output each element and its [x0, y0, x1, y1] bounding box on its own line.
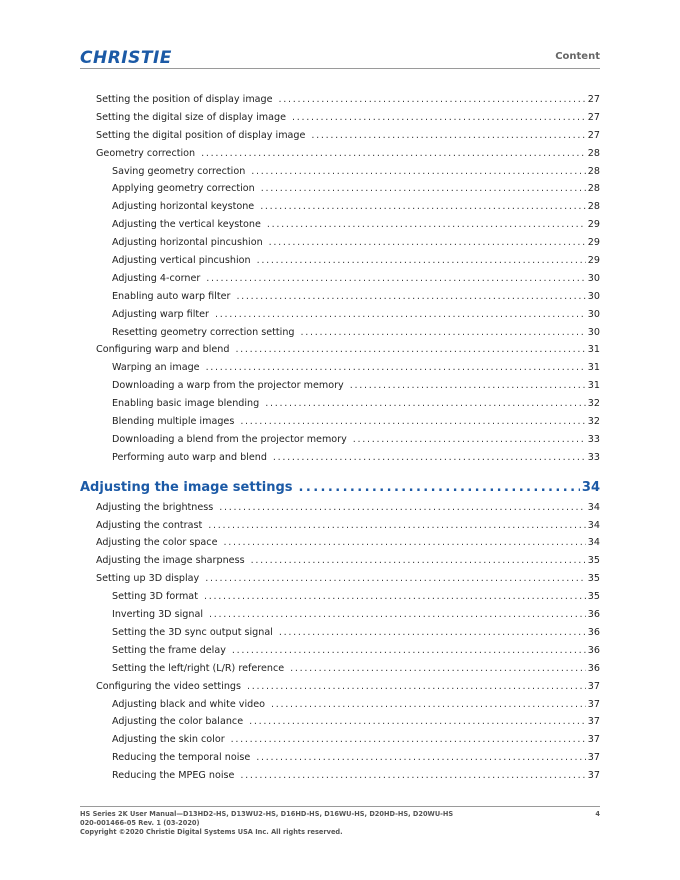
toc-entry-title: Adjusting the contrast: [96, 519, 203, 531]
toc-entry-title: Setting 3D format: [112, 591, 198, 603]
toc-entry-page: 36: [587, 662, 600, 674]
toc-entry-page: 35: [587, 555, 600, 567]
toc-entry[interactable]: [80, 734, 600, 752]
toc-leader-dots: [240, 770, 585, 781]
toc-entry-page: 28: [587, 147, 600, 159]
toc-entry[interactable]: [80, 344, 600, 362]
toc-entry-page: 29: [587, 219, 600, 231]
toc-entry[interactable]: [80, 94, 600, 112]
toc-leader-dots: [231, 734, 586, 745]
toc-entry-page: 31: [587, 344, 600, 356]
toc-entry-page: 37: [587, 752, 600, 764]
toc-entry[interactable]: [80, 502, 600, 520]
toc-entry-title: Setting up 3D display: [96, 573, 200, 585]
toc-entry[interactable]: [80, 520, 600, 538]
toc-entry-title: Adjusting 4-corner: [112, 272, 201, 284]
table-of-contents: [80, 94, 600, 788]
toc-entry-title: Setting the digital position of display image: [96, 129, 306, 141]
toc-leader-dots: [350, 380, 586, 391]
toc-leader-dots: [279, 94, 586, 105]
toc-entry[interactable]: [80, 183, 600, 201]
toc-entry-title: Reducing the temporal noise: [112, 752, 251, 764]
toc-leader-dots: [267, 219, 586, 230]
toc-entry-title: Downloading a warp from the projector memory: [112, 380, 344, 392]
page-footer: [80, 810, 600, 837]
toc-entry-title: Setting the position of display image: [96, 94, 273, 105]
toc-entry[interactable]: [80, 699, 600, 717]
toc-leader-dots: [204, 591, 586, 602]
toc-entry[interactable]: [80, 681, 600, 699]
toc-leader-dots: [260, 201, 586, 212]
toc-entry-page: 36: [587, 626, 600, 638]
toc-entry-page: 27: [587, 129, 600, 141]
toc-entry-page: 28: [587, 165, 600, 177]
toc-entry-title: Blending multiple images: [112, 416, 235, 428]
toc-entry-title: Warping an image: [112, 362, 200, 374]
toc-entry-page: 37: [587, 770, 600, 782]
toc-entry[interactable]: [80, 537, 600, 555]
toc-entry-page: 37: [587, 716, 600, 728]
toc-leader-dots: [251, 166, 585, 177]
footer-copyright: Copyright ©2020 Christie Digital Systems USA Inc. All rights reserved.: [80, 828, 343, 836]
toc-entry-title: Adjusting the image settings: [80, 480, 293, 496]
toc-entry-title: Configuring the video settings: [96, 680, 241, 692]
toc-leader-dots: [261, 183, 586, 194]
toc-entry-title: Setting the digital size of display image: [96, 111, 287, 123]
toc-entry-title: Geometry correction: [96, 147, 196, 159]
toc-entry[interactable]: [80, 398, 600, 416]
toc-leader-dots: [206, 362, 586, 373]
toc-entry-page: 28: [587, 183, 600, 195]
toc-entry-title: Adjusting the image sharpness: [96, 555, 245, 567]
toc-entry-page: 27: [587, 111, 600, 123]
toc-leader-dots: [249, 716, 586, 727]
toc-entry-page: 29: [587, 255, 600, 267]
toc-section-entry[interactable]: [80, 474, 600, 502]
toc-entry[interactable]: [80, 380, 600, 398]
toc-entry-page: 35: [587, 573, 600, 585]
toc-entry-page: 37: [587, 734, 600, 746]
toc-leader-dots: [224, 537, 586, 548]
toc-entry[interactable]: [80, 627, 600, 645]
toc-entry-page: 33: [587, 433, 600, 445]
toc-leader-dots: [257, 255, 586, 266]
toc-entry[interactable]: [80, 327, 600, 345]
toc-entry-title: Enabling auto warp filter: [112, 290, 231, 302]
toc-entry-title: Applying geometry correction: [112, 183, 255, 195]
toc-entry-page: 37: [587, 698, 600, 710]
toc-entry-title: Enabling basic image blending: [112, 398, 260, 410]
toc-leader-dots: [290, 663, 586, 674]
toc-entry-page: 31: [587, 380, 600, 392]
toc-leader-dots: [240, 416, 585, 427]
toc-leader-dots: [292, 112, 586, 123]
toc-entry[interactable]: [80, 663, 600, 681]
toc-entry[interactable]: [80, 716, 600, 734]
toc-leader-dots: [311, 130, 585, 141]
toc-entry[interactable]: [80, 752, 600, 770]
toc-entry-title: Adjusting the vertical keystone: [112, 219, 261, 231]
toc-entry[interactable]: [80, 609, 600, 627]
toc-entry[interactable]: [80, 362, 600, 380]
toc-entry-title: Adjusting black and white video: [112, 698, 265, 710]
toc-entry-title: Setting the frame delay: [112, 644, 226, 656]
toc-leader-dots: [208, 520, 586, 531]
toc-entry[interactable]: [80, 555, 600, 573]
toc-entry-title: Adjusting the color balance: [112, 716, 244, 728]
toc-leader-dots: [273, 452, 586, 463]
toc-entry[interactable]: [80, 255, 600, 273]
toc-leader-dots: [271, 699, 586, 710]
toc-entry[interactable]: [80, 770, 600, 788]
toc-entry[interactable]: [80, 219, 600, 237]
toc-entry-title: Saving geometry correction: [112, 165, 246, 177]
toc-entry[interactable]: [80, 201, 600, 219]
toc-leader-dots: [206, 273, 585, 284]
toc-leader-dots: [251, 555, 586, 566]
toc-leader-dots: [299, 480, 580, 495]
toc-entry-page: 34: [587, 501, 600, 513]
toc-leader-dots: [209, 609, 586, 620]
toc-entry-title: Downloading a blend from the projector memory: [112, 433, 347, 445]
toc-entry-page: 33: [587, 451, 600, 463]
toc-entry-title: Adjusting the brightness: [96, 501, 214, 513]
toc-entry-page: 36: [587, 644, 600, 656]
toc-leader-dots: [353, 434, 586, 445]
footer-manual-title: HS Series 2K User Manual—D13HD2-HS, D13WU2-HS, D16HD-HS, D16WU-HS, D20HD-HS, D20WU-HS: [80, 810, 454, 818]
page-header: [80, 46, 600, 68]
toc-leader-dots: [235, 344, 585, 355]
toc-entry-page: 34: [587, 519, 600, 531]
toc-entry-page: 36: [587, 609, 600, 621]
toc-entry-title: Adjusting warp filter: [112, 308, 210, 320]
toc-leader-dots: [205, 573, 586, 584]
toc-entry-page: 30: [587, 272, 600, 284]
toc-leader-dots: [279, 627, 586, 638]
footer-revision: 020-001466-05 Rev. 1 (03-2020): [80, 819, 200, 827]
toc-entry-page: 30: [587, 308, 600, 320]
toc-entry[interactable]: [80, 130, 600, 148]
toc-entry-page: 32: [587, 416, 600, 428]
toc-entry-page: 28: [587, 201, 600, 213]
toc-entry-title: Adjusting horizontal keystone: [112, 201, 255, 213]
toc-leader-dots: [265, 398, 586, 409]
toc-entry[interactable]: [80, 148, 600, 166]
toc-entry-page: 27: [587, 94, 600, 105]
header-title: Content: [555, 51, 600, 62]
toc-entry-page: 29: [587, 237, 600, 249]
toc-entry[interactable]: [80, 416, 600, 434]
toc-leader-dots: [215, 309, 586, 320]
toc-entry[interactable]: [80, 573, 600, 591]
toc-entry-title: Adjusting the color space: [96, 537, 218, 549]
toc-entry[interactable]: [80, 645, 600, 663]
toc-entry-title: Configuring warp and blend: [96, 344, 230, 356]
toc-leader-dots: [219, 502, 586, 513]
header-divider: [80, 68, 600, 69]
toc-leader-dots: [256, 752, 585, 763]
toc-entry-title: Performing auto warp and blend: [112, 451, 267, 463]
christie-logo: CHRISTIE: [80, 48, 172, 68]
toc-entry-page: 37: [587, 680, 600, 692]
toc-entry-page: 31: [587, 362, 600, 374]
toc-leader-dots: [232, 645, 586, 656]
toc-entry-title: Setting the left/right (L/R) reference: [112, 662, 285, 674]
toc-entry-page: 35: [587, 591, 600, 603]
toc-entry-page: 34: [581, 480, 600, 496]
toc-leader-dots: [247, 681, 586, 692]
toc-entry-title: Setting the 3D sync output signal: [112, 626, 273, 638]
toc-entry-title: Adjusting vertical pincushion: [112, 255, 251, 267]
toc-entry[interactable]: [80, 452, 600, 470]
toc-entry-title: Adjusting horizontal pincushion: [112, 237, 263, 249]
toc-entry[interactable]: [80, 591, 600, 609]
toc-entry-title: Resetting geometry correction setting: [112, 326, 295, 338]
toc-entry[interactable]: [80, 273, 600, 291]
toc-entry[interactable]: [80, 112, 600, 130]
toc-leader-dots: [201, 148, 586, 159]
toc-leader-dots: [236, 291, 585, 302]
toc-entry[interactable]: [80, 309, 600, 327]
toc-entry-title: Reducing the MPEG noise: [112, 770, 235, 782]
toc-entry[interactable]: [80, 237, 600, 255]
toc-entry-page: 32: [587, 398, 600, 410]
toc-entry[interactable]: [80, 434, 600, 452]
page-number: 4: [595, 810, 600, 818]
toc-entry[interactable]: [80, 166, 600, 184]
toc-leader-dots: [269, 237, 586, 248]
toc-entry-page: 30: [587, 290, 600, 302]
toc-leader-dots: [301, 327, 586, 338]
toc-entry[interactable]: [80, 291, 600, 309]
toc-entry-page: 34: [587, 537, 600, 549]
toc-entry-title: Inverting 3D signal: [112, 609, 204, 621]
toc-entry-title: Adjusting the skin color: [112, 734, 225, 746]
toc-entry-page: 30: [587, 326, 600, 338]
footer-divider: [80, 806, 600, 807]
